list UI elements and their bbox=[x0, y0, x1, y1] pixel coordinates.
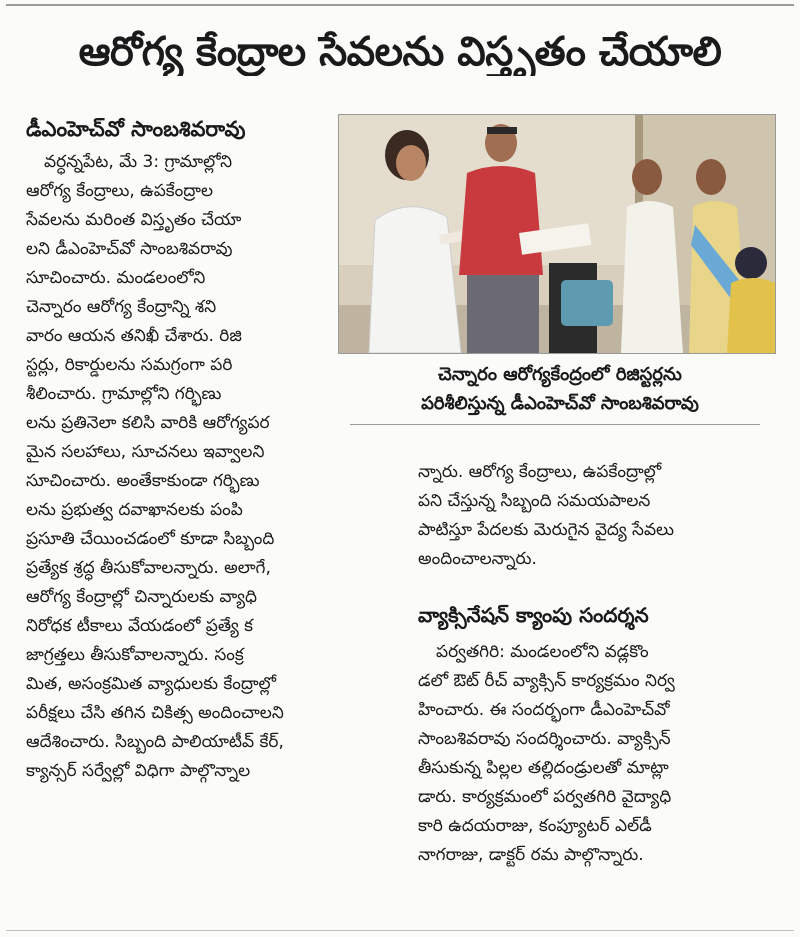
article-line: పరీక్షలు చేసి తగిన చికిత్స అందించాలని bbox=[26, 703, 284, 723]
article-line: మిత, అసంక్రమిత వ్యాధులకు కేంద్రాల్లో bbox=[26, 674, 277, 694]
article-line: నాగరాజు, డాక్టర్ రమ పాల్గొన్నారు. bbox=[418, 845, 644, 865]
bottom-rule bbox=[6, 930, 794, 931]
article-column-right-vaccination bbox=[418, 638, 780, 870]
article-line: న్నారు. ఆరోగ్య కేంద్రాలు, ఉపకేంద్రాల్లో bbox=[418, 462, 662, 482]
article-line: పని చేస్తున్న సిబ్బంది సమయపాలన bbox=[418, 491, 651, 511]
caption-line: చెన్నారం ఆరోగ్యకేంద్రంలో రిజిస్టర్లను bbox=[438, 364, 682, 385]
photo-illustration bbox=[339, 115, 775, 353]
article-line: సేవలను మరింత విస్తృతం చేయా bbox=[26, 210, 242, 230]
article-column-left bbox=[26, 148, 404, 786]
article-line: సూచించారు. అంతేకాకుండా గర్భిణు bbox=[26, 471, 260, 491]
article-line: సూచించారు. మండలంలోని bbox=[26, 268, 206, 288]
headline: ఆరోగ్య కేంద్రాల సేవలను విస్తృతం చేయాలి bbox=[78, 29, 722, 75]
byline: డీఎంహెచ్‌వో సాంబశివరావు bbox=[26, 117, 246, 141]
article-line: డారు. కార్యక్రమంలో పర్వతగిరి వైద్యాధి bbox=[418, 787, 672, 807]
article-line: సాంబశివరావు సందర్శించారు. వ్యాక్సిన్ bbox=[418, 729, 671, 749]
photo-caption bbox=[350, 360, 770, 418]
subheading: వ్యాక్సినేషన్ క్యాంపు సందర్శన bbox=[418, 603, 649, 627]
article-line: వారం ఆయన తనిఖీ చేశారు. రిజి bbox=[26, 326, 242, 346]
article-line: లని డీఎంహెచ్‌వో సాంబశివరావు bbox=[26, 239, 233, 259]
article-line: పర్వతగిరి: మండలంలోని వడ్లకొం bbox=[436, 642, 649, 662]
article-line: లను ప్రభుత్వ దవాఖానలకు పంపి bbox=[26, 500, 243, 520]
article-line: శీలించారు. గ్రామాల్లోని గర్భిణు bbox=[26, 384, 222, 404]
caption-line: పరిశీలిస్తున్న డీఎంహెచ్‌వో సాంబశివరావు bbox=[421, 393, 699, 414]
article-line: ప్రత్యేక శ్రద్ధ తీసుకోవాలన్నారు. అలాగే, bbox=[26, 558, 271, 578]
article-line: ఆరోగ్య కేంద్రాల్లో చిన్నారులకు వ్యాధి bbox=[26, 587, 257, 607]
article-line: హించారు. ఈ సందర్భంగా డీఎంహెచ్‌వో bbox=[418, 700, 670, 720]
article-line: క్యాన్సర్ సర్వేల్లో విధిగా పాల్గొన్నాల bbox=[26, 761, 251, 781]
article-line: చెన్నారం ఆరోగ్య కేంద్రాన్ని శని bbox=[26, 297, 217, 317]
article-line: ఆరోగ్య కేంద్రాలు, ఉపకేంద్రాల bbox=[26, 181, 214, 201]
article-line: అందించాలన్నారు. bbox=[418, 549, 537, 569]
article-line: మైన సలహాలు, సూచనలు ఇవ్వాలని bbox=[26, 442, 265, 462]
article-line: జాగ్రత్తలు తీసుకోవాలన్నారు. సంక్ర bbox=[26, 645, 244, 665]
article-line: కారి ఉదయరాజు, కంప్యూటర్ ఎల్‌డీ bbox=[418, 816, 652, 836]
caption-rule bbox=[350, 424, 760, 425]
article-column-right bbox=[418, 458, 780, 574]
article-line: ఆదేశించారు. సిబ్బంది పాలియాటీవ్ కేర్, bbox=[26, 732, 284, 752]
article-line: నిరోధక టీకాలు వేయడంలో ప్రత్యే క bbox=[26, 616, 254, 636]
article-line: వర్ధన్నపేట, మే 3: గ్రామాల్లోని bbox=[44, 152, 233, 172]
top-rule bbox=[6, 4, 794, 6]
article-line: డలో ఔట్ రీచ్ వ్యాక్సిన్ కార్యక్రమం నిర్వ bbox=[418, 671, 675, 691]
article-line: ప్రసూతి చేయించడంలో కూడా సిబ్బంది bbox=[26, 529, 275, 549]
article-line: పాటిస్తూ పేదలకు మెరుగైన వైద్య సేవలు bbox=[418, 520, 674, 540]
article-line: తీసుకున్న పిల్లల తల్లిదండ్రులతో మాట్లా bbox=[418, 758, 669, 778]
article-line: స్టర్లు, రికార్డులను సమగ్రంగా పరి bbox=[26, 355, 233, 375]
article-line: లను ప్రతినెలా కలిసి వారికి ఆరోగ్యపర bbox=[26, 413, 270, 433]
